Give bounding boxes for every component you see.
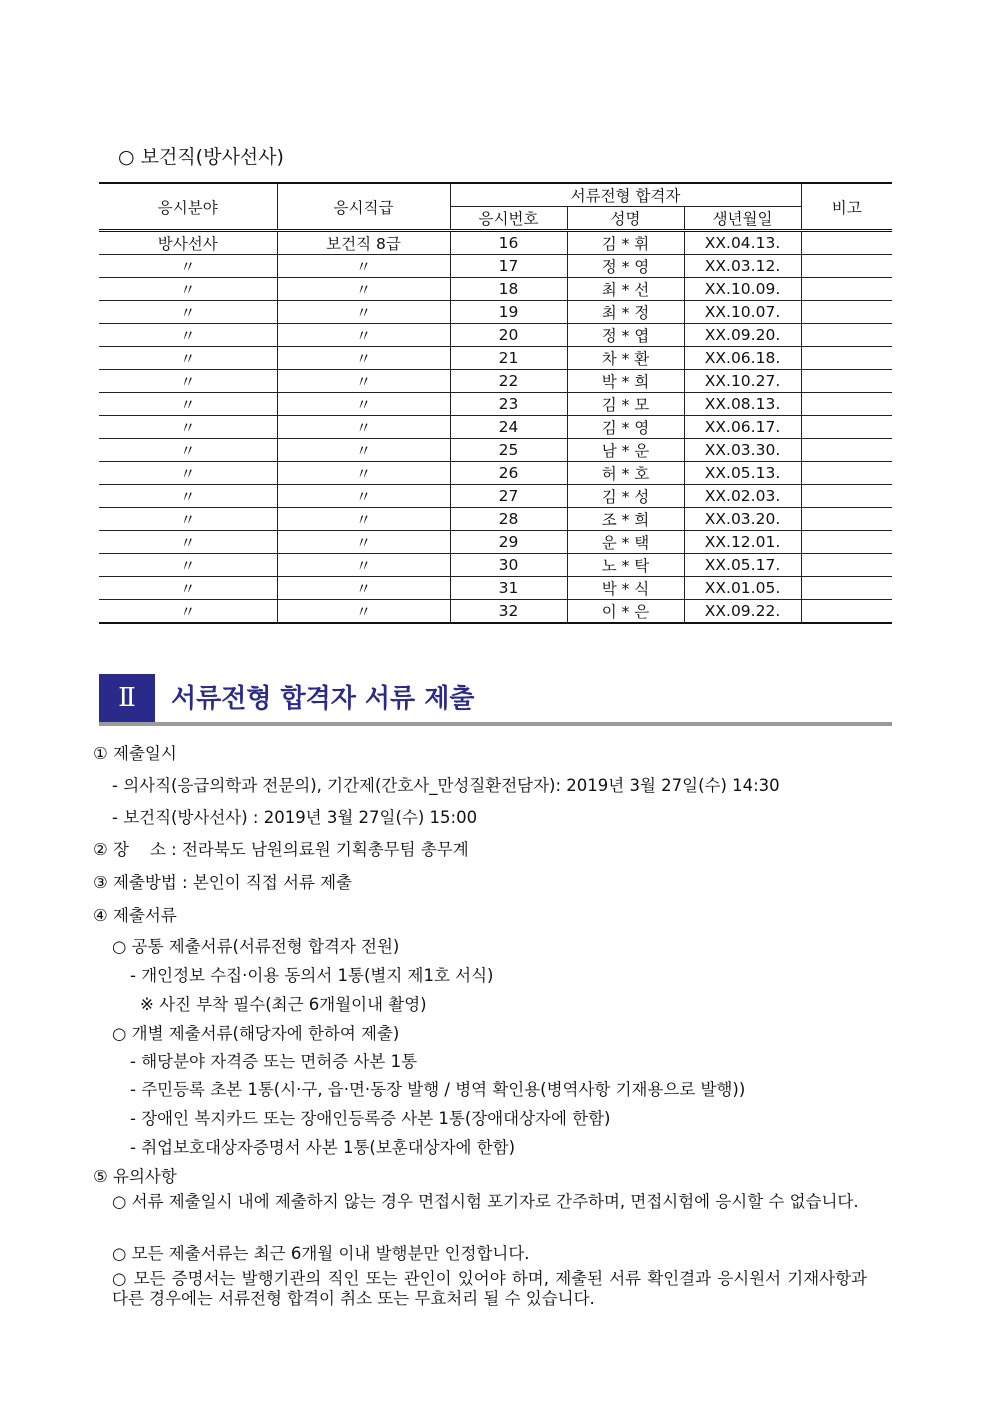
cell-note [801, 370, 892, 393]
cell-name: 최 * 선 [567, 278, 684, 301]
cell-name: 김 * 휘 [567, 231, 684, 255]
cell-name: 김 * 영 [567, 416, 684, 439]
header-group: 서류전형 합격자 [450, 183, 801, 207]
cell-field: 〃 [99, 439, 277, 462]
cell-birth: XX.03.20. [684, 508, 801, 531]
individual-docs: ○ 개별 제출서류(해당자에 한하여 제출) [112, 1024, 400, 1043]
table-row [99, 301, 892, 324]
cell-field: 〃 [99, 347, 277, 370]
cell-field: 〃 [99, 278, 277, 301]
doc-disability: - 장애인 복지카드 또는 장애인등록증 사본 1통(장애대상자에 한함) [130, 1109, 611, 1128]
cell-name: 박 * 식 [567, 577, 684, 600]
cell-note [801, 439, 892, 462]
cell-note [801, 347, 892, 370]
cell-grade: 〃 [277, 531, 450, 554]
cell-note [801, 301, 892, 324]
cell-field: 〃 [99, 393, 277, 416]
cell-grade: 〃 [277, 462, 450, 485]
note-validity: ○ 모든 제출서류는 최근 6개월 이내 발행분만 인정합니다. [112, 1244, 530, 1263]
cell-note [801, 416, 892, 439]
cell-grade: 〃 [277, 600, 450, 624]
cell-birth: XX.09.22. [684, 600, 801, 624]
cell-field: 〃 [99, 485, 277, 508]
cell-number: 27 [450, 485, 567, 508]
cell-birth: XX.05.13. [684, 462, 801, 485]
cell-grade: 〃 [277, 508, 450, 531]
cell-number: 32 [450, 600, 567, 624]
header-number: 응시번호 [450, 207, 567, 231]
cell-birth: XX.03.30. [684, 439, 801, 462]
cell-name: 조 * 희 [567, 508, 684, 531]
cell-field: 〃 [99, 370, 277, 393]
cell-name: 정 * 엽 [567, 324, 684, 347]
item-method: ③ 제출방법 : 본인이 직접 서류 제출 [93, 873, 353, 892]
cell-name: 이 * 은 [567, 600, 684, 624]
cell-birth: XX.10.07. [684, 301, 801, 324]
table-row [99, 231, 892, 255]
cell-note [801, 577, 892, 600]
cell-number: 31 [450, 577, 567, 600]
item-heading-notes: ⑤ 유의사항 [93, 1167, 177, 1186]
cell-birth: XX.12.01. [684, 531, 801, 554]
cell-birth: XX.04.13. [684, 231, 801, 255]
cell-birth: XX.10.09. [684, 278, 801, 301]
section-divider [99, 722, 892, 726]
cell-number: 29 [450, 531, 567, 554]
cell-birth: XX.08.13. [684, 393, 801, 416]
table-row [99, 439, 892, 462]
common-docs: ○ 공통 제출서류(서류전형 합격자 전원) [112, 937, 400, 956]
cell-number: 25 [450, 439, 567, 462]
table-row [99, 554, 892, 577]
cell-number: 30 [450, 554, 567, 577]
cell-number: 19 [450, 301, 567, 324]
cell-birth: XX.06.18. [684, 347, 801, 370]
cell-note [801, 485, 892, 508]
table-row [99, 324, 892, 347]
cell-field: 방사선사 [99, 231, 277, 255]
note-seal: ○ 모든 증명서는 발행기관의 직인 또는 관인이 있어야 하며, 제출된 서류 확인결과 응시원서 기재사항과 다른 경우에는 서류전형 합격이 취소 또는 무효처리 될 수 있습니다. [112, 1269, 867, 1308]
cell-grade: 〃 [277, 324, 450, 347]
doc-resident: - 주민등록 초본 1통(시·구, 읍·면·동장 발행 / 병역 확인용(병역사항 기재용으로 발행)) [130, 1080, 746, 1099]
table-row [99, 370, 892, 393]
cell-name: 김 * 모 [567, 393, 684, 416]
cell-number: 24 [450, 416, 567, 439]
cell-number: 20 [450, 324, 567, 347]
section-header [99, 674, 892, 724]
table-row [99, 531, 892, 554]
cell-grade: 〃 [277, 370, 450, 393]
cell-birth: XX.01.05. [684, 577, 801, 600]
cell-birth: XX.05.17. [684, 554, 801, 577]
cell-note [801, 531, 892, 554]
cell-birth: XX.06.17. [684, 416, 801, 439]
item-heading-date: ① 제출일시 [93, 744, 177, 763]
table-row [99, 393, 892, 416]
doc-photo-note: ※ 사진 부착 필수(최근 6개월이내 촬영) [140, 995, 427, 1014]
note-deadline: ○ 서류 제출일시 내에 제출하지 않는 경우 면접시험 포기자로 간주하며, 면접시험에 응시할 수 없습니다. [112, 1192, 859, 1211]
cell-number: 21 [450, 347, 567, 370]
cell-birth: XX.03.12. [684, 255, 801, 278]
results-table [99, 182, 892, 624]
cell-note [801, 554, 892, 577]
cell-note [801, 462, 892, 485]
cell-grade: 〃 [277, 439, 450, 462]
header-field: 응시분야 [99, 183, 277, 231]
header-name: 성명 [567, 207, 684, 231]
date-line-health: - 보건직(방사선사) : 2019년 3월 27일(수) 15:00 [112, 808, 478, 827]
cell-field: 〃 [99, 577, 277, 600]
cell-grade: 〃 [277, 485, 450, 508]
cell-grade: 〃 [277, 301, 450, 324]
table-row [99, 278, 892, 301]
cell-note [801, 508, 892, 531]
cell-number: 17 [450, 255, 567, 278]
section-number: Ⅱ [99, 674, 155, 722]
cell-note [801, 324, 892, 347]
table-row [99, 577, 892, 600]
cell-name: 차 * 환 [567, 347, 684, 370]
table-row [99, 508, 892, 531]
cell-grade: 〃 [277, 416, 450, 439]
section-subtitle: ○ 보건직(방사선사) [118, 146, 284, 168]
cell-field: 〃 [99, 462, 277, 485]
cell-field: 〃 [99, 324, 277, 347]
cell-note [801, 600, 892, 624]
cell-name: 노 * 탁 [567, 554, 684, 577]
cell-field: 〃 [99, 531, 277, 554]
cell-name: 허 * 호 [567, 462, 684, 485]
cell-field: 〃 [99, 554, 277, 577]
cell-birth: XX.09.20. [684, 324, 801, 347]
cell-number: 28 [450, 508, 567, 531]
cell-grade: 〃 [277, 278, 450, 301]
item-heading-docs: ④ 제출서류 [93, 906, 177, 925]
table-row [99, 416, 892, 439]
cell-field: 〃 [99, 301, 277, 324]
cell-note [801, 278, 892, 301]
cell-name: 김 * 성 [567, 485, 684, 508]
cell-number: 16 [450, 231, 567, 255]
cell-grade: 〃 [277, 554, 450, 577]
cell-name: 정 * 영 [567, 255, 684, 278]
header-note: 비고 [801, 183, 892, 231]
cell-birth: XX.02.03. [684, 485, 801, 508]
cell-grade: 〃 [277, 577, 450, 600]
item-place: ② 장 소 : 전라북도 남원의료원 기획총무팀 총무계 [93, 840, 469, 859]
cell-field: 〃 [99, 255, 277, 278]
cell-grade: 〃 [277, 255, 450, 278]
cell-name: 박 * 희 [567, 370, 684, 393]
section-title: 서류전형 합격자 서류 제출 [171, 684, 475, 714]
table-row [99, 600, 892, 624]
table-row [99, 255, 892, 278]
cell-field: 〃 [99, 600, 277, 624]
doc-consent: - 개인정보 수집·이용 동의서 1통(별지 제1호 서식) [130, 966, 494, 985]
cell-grade: 〃 [277, 347, 450, 370]
table-row [99, 485, 892, 508]
cell-name: 남 * 운 [567, 439, 684, 462]
cell-number: 18 [450, 278, 567, 301]
cell-field: 〃 [99, 508, 277, 531]
cell-number: 23 [450, 393, 567, 416]
cell-birth: XX.10.27. [684, 370, 801, 393]
doc-veteran: - 취업보호대상자증명서 사본 1통(보훈대상자에 한함) [130, 1138, 516, 1157]
doc-license: - 해당분야 자격증 또는 면허증 사본 1통 [130, 1052, 418, 1071]
cell-note [801, 393, 892, 416]
cell-number: 26 [450, 462, 567, 485]
date-line-doctor: - 의사직(응급의학과 전문의), 기간제(간호사_만성질환전담자): 2019년 3월 27일(수) 14:30 [112, 776, 780, 795]
cell-name: 최 * 정 [567, 301, 684, 324]
cell-field: 〃 [99, 416, 277, 439]
cell-grade: 보건직 8급 [277, 231, 450, 255]
cell-number: 22 [450, 370, 567, 393]
header-birth: 생년월일 [684, 207, 801, 231]
cell-note [801, 255, 892, 278]
cell-name: 운 * 택 [567, 531, 684, 554]
table-row [99, 347, 892, 370]
table-row [99, 462, 892, 485]
cell-note [801, 231, 892, 255]
header-grade: 응시직급 [277, 183, 450, 231]
cell-grade: 〃 [277, 393, 450, 416]
